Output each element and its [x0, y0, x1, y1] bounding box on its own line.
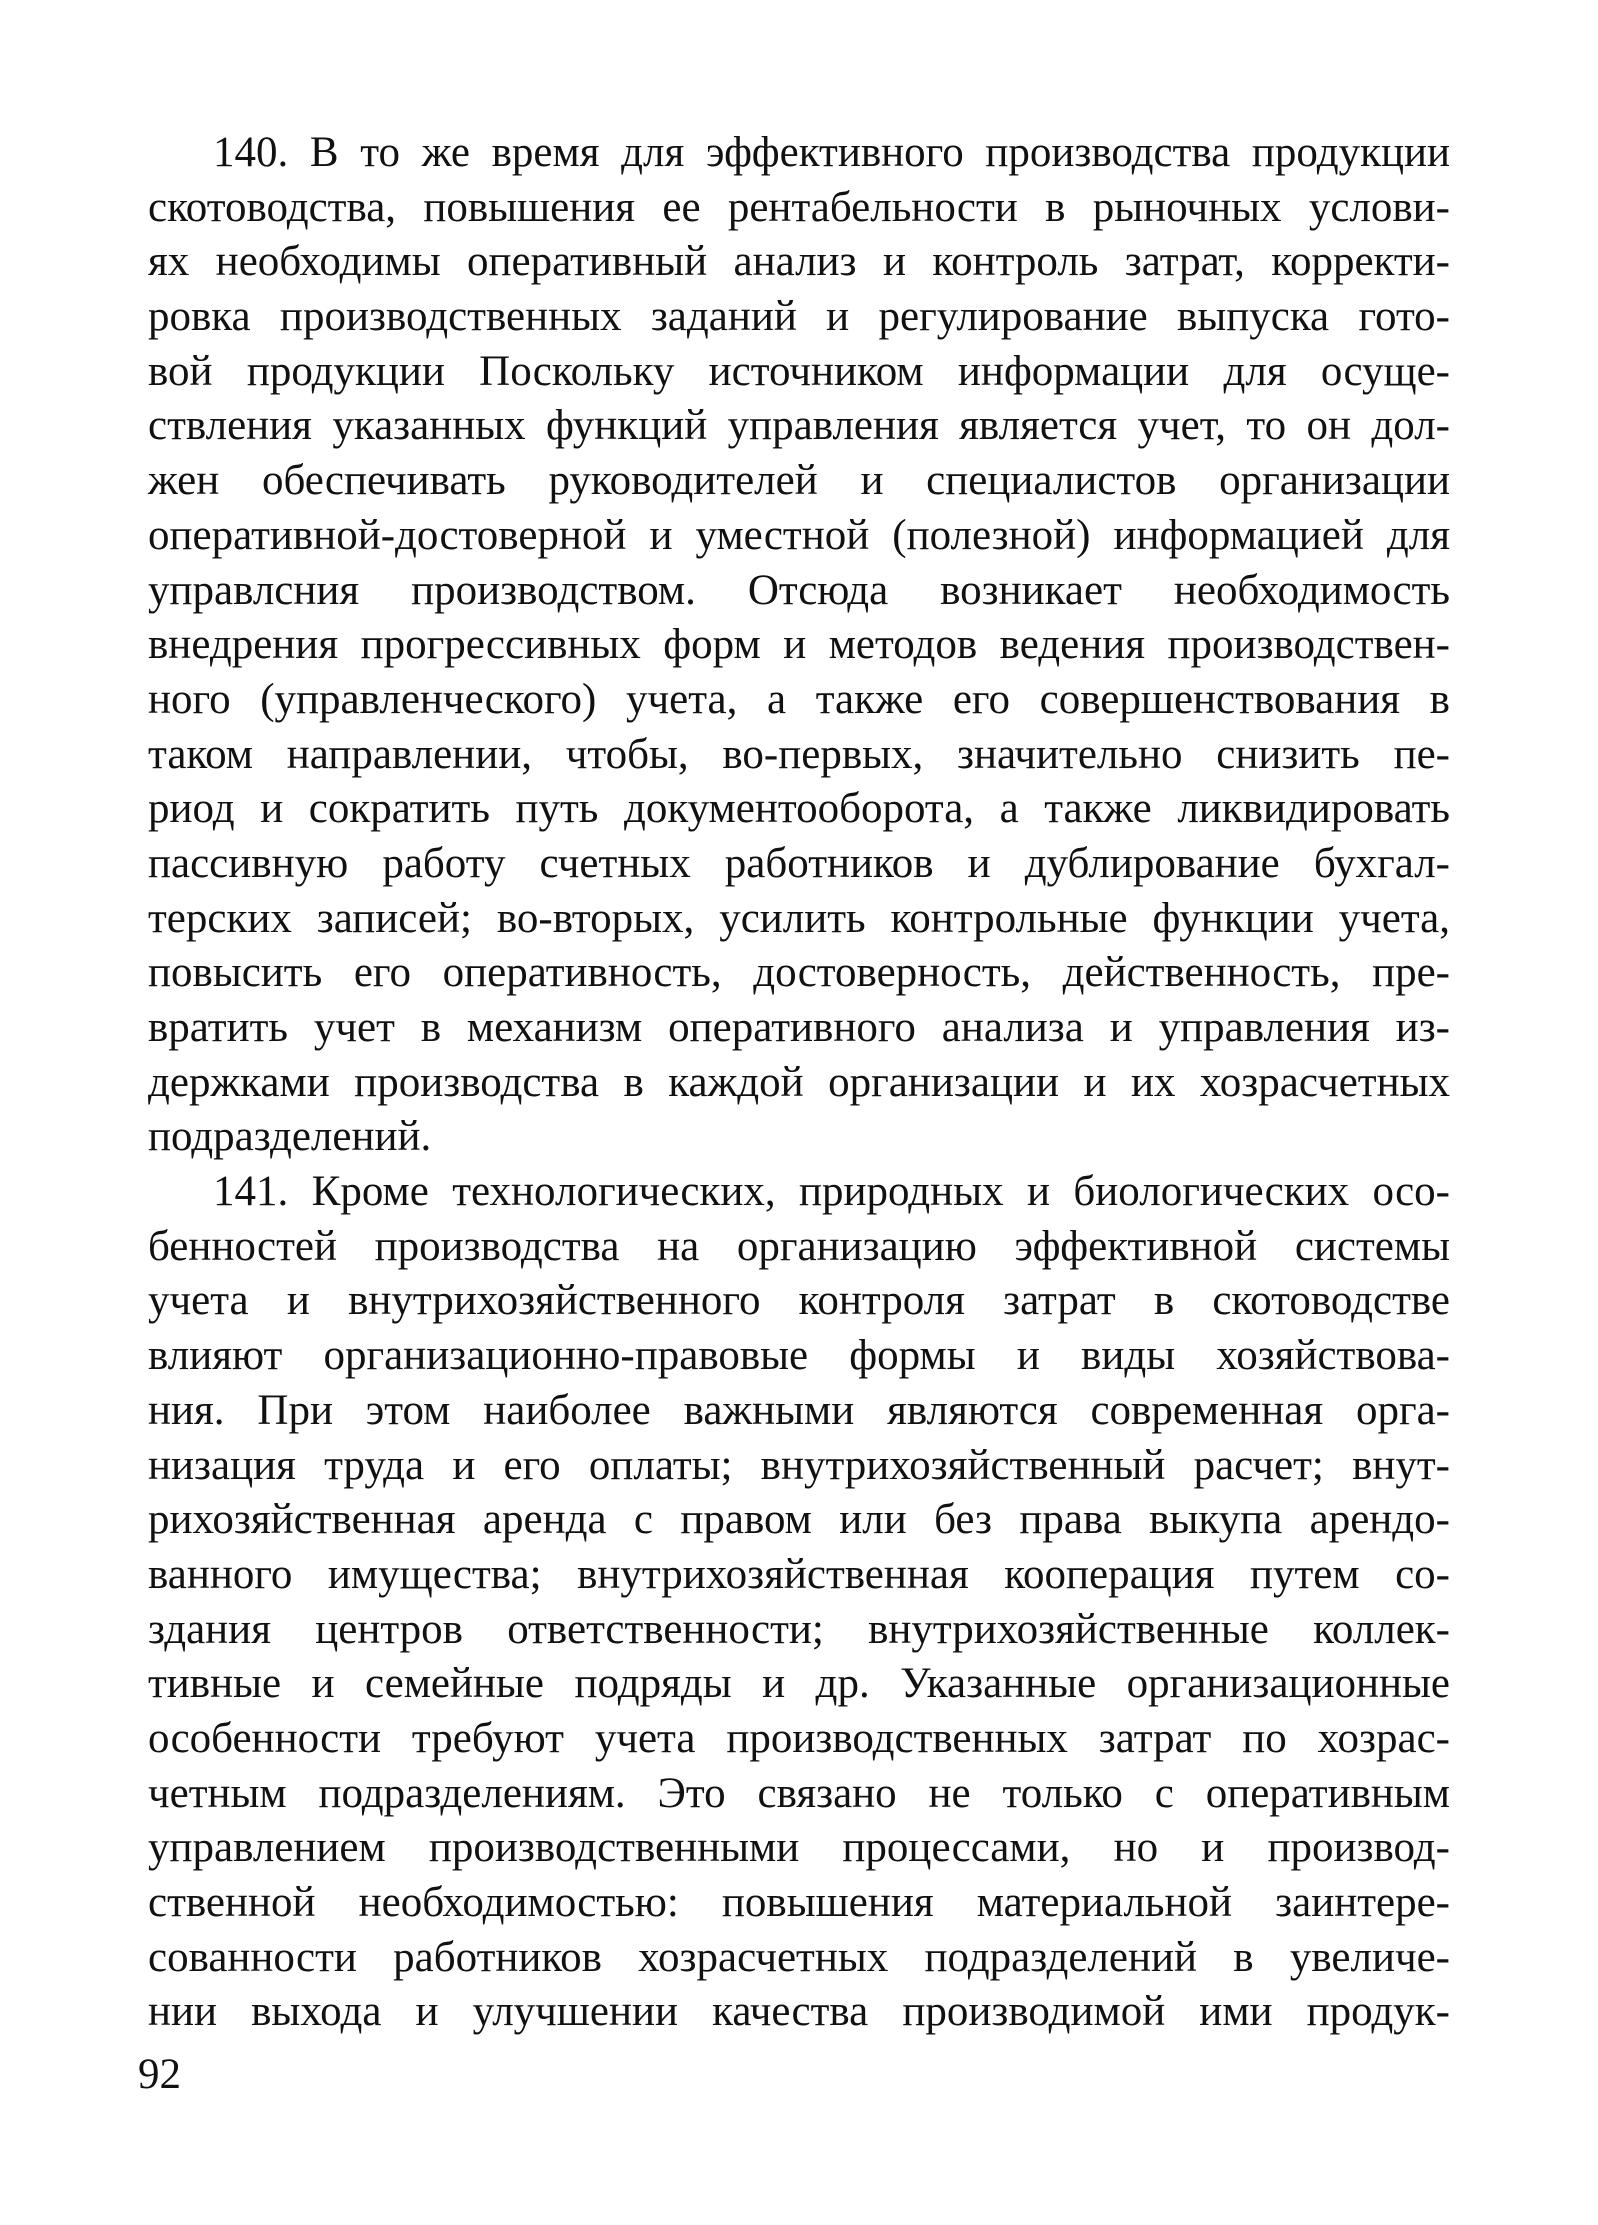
- paragraph-141-line: особенности требуют учета производственных затрат по хозрас-: [148, 1714, 1450, 1762]
- paragraph-140-line: терских записей; во-вторых, усилить контрольные функции учета,: [148, 894, 1450, 942]
- paragraph-141-line: ственной необходимостью: повышения материальной заинтере-: [148, 1879, 1450, 1926]
- paragraph-140-line: риод и сократить путь документооборота, а также ликвидировать: [148, 785, 1450, 833]
- paragraph-141-line: бенностей производства на организацию эффективной системы: [148, 1222, 1450, 1270]
- paragraph-141-line: нии выхода и улучшении качества производимой ими продук-: [148, 1988, 1450, 2036]
- paragraph-141-line: ния. При этом наиболее важными являются современная орга-: [148, 1386, 1450, 1434]
- paragraph-140-last-line: подразделений.: [148, 1113, 432, 1161]
- paragraph-140-line: внедрения прогрессивных форм и методов ведения производствен-: [148, 621, 1450, 669]
- paragraph-140-line: ного (управленческого) учета, а также его совершенствования в: [148, 675, 1450, 723]
- paragraph-140-line: повысить его оперативность, достоверность, действенность, пре-: [148, 949, 1450, 997]
- paragraph-140-line: таком направлении, чтобы, во-первых, значительно снизить пе-: [148, 730, 1450, 778]
- paragraph-140-line: ровка производственных заданий и регулирование выпуска гото-: [148, 293, 1450, 341]
- paragraph-141-line: учета и внутрихозяйственного контроля затрат в скотоводстве: [148, 1277, 1450, 1325]
- page-number: 92: [138, 2051, 181, 2098]
- paragraph-141-line: низация труда и его оплаты; внутрихозяйственный расчет; внут-: [148, 1441, 1450, 1489]
- paragraph-141-line: 141. Кроме технологических, природных и биологических осо-: [213, 1168, 1450, 1216]
- paragraph-140-line: держками производства в каждой организации и их хозрасчетных: [148, 1058, 1450, 1106]
- paragraph-141-line: тивные и семейные подряды и др. Указанные организационные: [148, 1660, 1450, 1708]
- paragraph-141-line: влияют организационно-правовые формы и виды хозяйствова-: [148, 1332, 1450, 1380]
- paragraph-141-line: рихозяйственная аренда с правом или без права выкупа арендо-: [148, 1496, 1450, 1544]
- paragraph-140-line: оперативной-достоверной и уместной (полезной) информацией для: [148, 511, 1450, 559]
- paragraph-140-line: ствления указанных функций управления является учет, то он дол-: [148, 402, 1450, 450]
- paragraph-140-line: вой продукции Поскольку источником информации для осуще-: [148, 347, 1450, 395]
- paragraph-140-line: 140. В то же время для эффективного производства продукции: [213, 129, 1450, 176]
- paragraph-140-line: вратить учет в механизм оперативного анализа и управления из-: [148, 1004, 1450, 1051]
- paragraph-140-line: скотоводства, повышения ее рентабельности в рыночных услови-: [148, 183, 1450, 231]
- paragraph-140-line: ях необходимы оперативный анализ и контроль затрат, корректи-: [148, 238, 1450, 286]
- paragraph-140-line: управлсния производством. Отсюда возникает необходимость: [148, 566, 1450, 614]
- body-text: [148, 126, 1450, 2040]
- paragraph-141-line: здания центров ответственности; внутрихозяйственные коллек-: [148, 1605, 1450, 1653]
- paragraph-141-line: управлением производственными процессами, но и производ-: [148, 1824, 1450, 1872]
- paragraph-140-line: жен обеспечивать руководителей и специалистов организации: [148, 457, 1450, 505]
- paragraph-141-line: сованности работников хозрасчетных подразделений в увеличе-: [148, 1933, 1450, 1981]
- paragraph-141-line: ванного имущества; внутрихозяйственная кооперация путем со-: [148, 1550, 1450, 1598]
- paragraph-141-line: четным подразделениям. Это связано не только с оперативным: [148, 1769, 1450, 1817]
- paragraph-140-line: пассивную работу счетных работников и дублирование бухгал-: [148, 839, 1450, 887]
